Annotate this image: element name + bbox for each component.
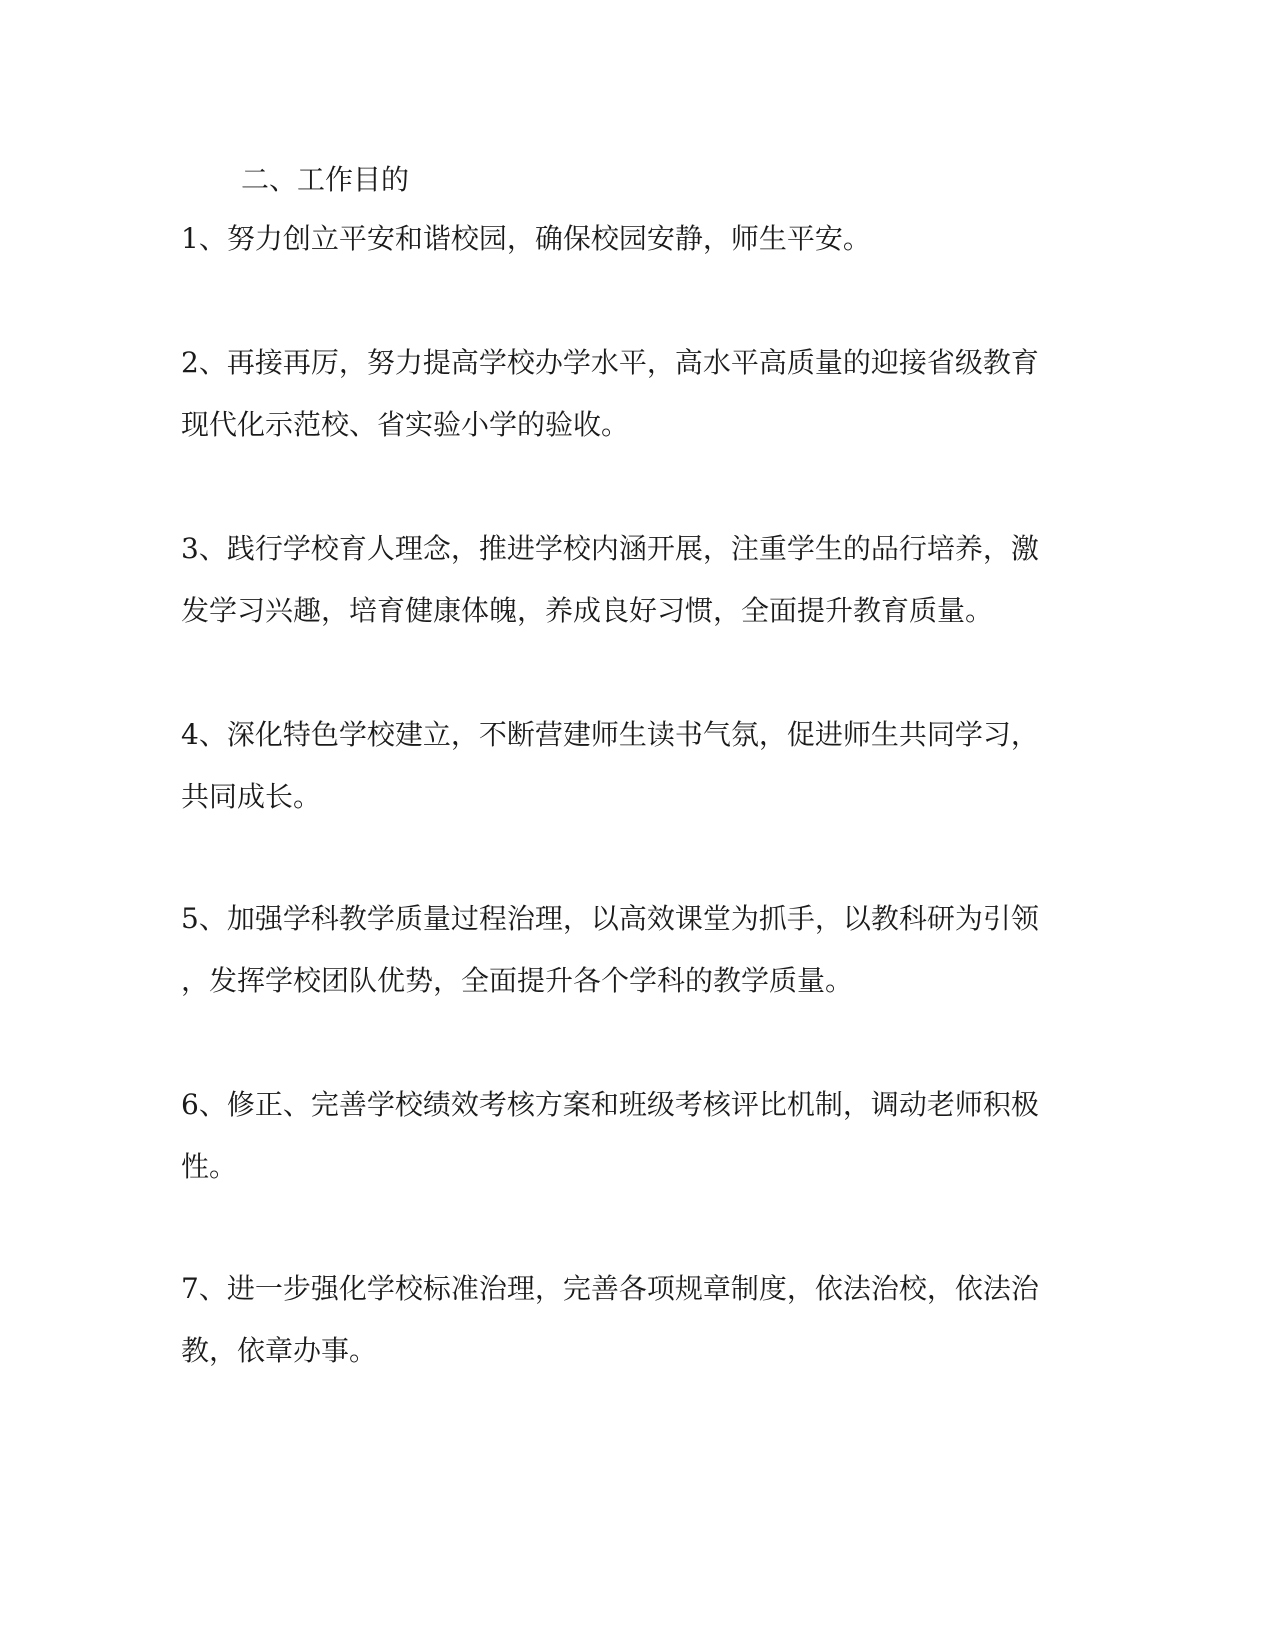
goal-item-4 [181,704,1041,828]
goal-item-line: 发学习兴趣，培育健康体魄，养成良好习惯，全面提升教育质量。 [181,594,994,627]
goal-item-7 [181,1258,1041,1382]
goal-item-line: 6、修正、完善学校绩效考核方案和班级考核评比机制，调动老师积极 [181,1088,1039,1121]
goal-item-line: ，发挥学校团队优势，全面提升各个学科的教学质量。 [181,964,854,997]
goal-item-line: 4、深化特色学校建立，不断营建师生读书气氛，促进师生共同学习， [181,718,1039,751]
goal-item-line: 2、再接再厉，努力提高学校办学水平，高水平高质量的迎接省级教育 [181,346,1039,379]
goal-item-line: 5、加强学科教学质量过程治理，以高效课堂为抓手，以教科研为引领 [181,902,1039,935]
goal-item-line: 教，依章办事。 [181,1334,378,1367]
goal-item-line: 7、进一步强化学校标准治理，完善各项规章制度，依法治校，依法治 [181,1272,1039,1305]
section-heading: 二、工作目的 [241,163,410,196]
goal-item-5 [181,888,1041,1012]
goal-item-1 [181,208,1041,270]
goal-item-2 [181,332,1041,456]
goal-item-3 [181,518,1041,642]
goal-item-line: 共同成长。 [181,780,322,813]
goal-item-6 [181,1074,1041,1198]
goal-item-line: 现代化示范校、省实验小学的验收。 [181,408,630,441]
goal-item-line: 3、践行学校育人理念，推进学校内涵开展，注重学生的品行培养，激 [181,532,1039,565]
goal-item-line: 性。 [181,1150,238,1183]
goal-item-line: 1、努力创立平安和谐校园，确保校园安静，师生平安。 [181,222,871,255]
